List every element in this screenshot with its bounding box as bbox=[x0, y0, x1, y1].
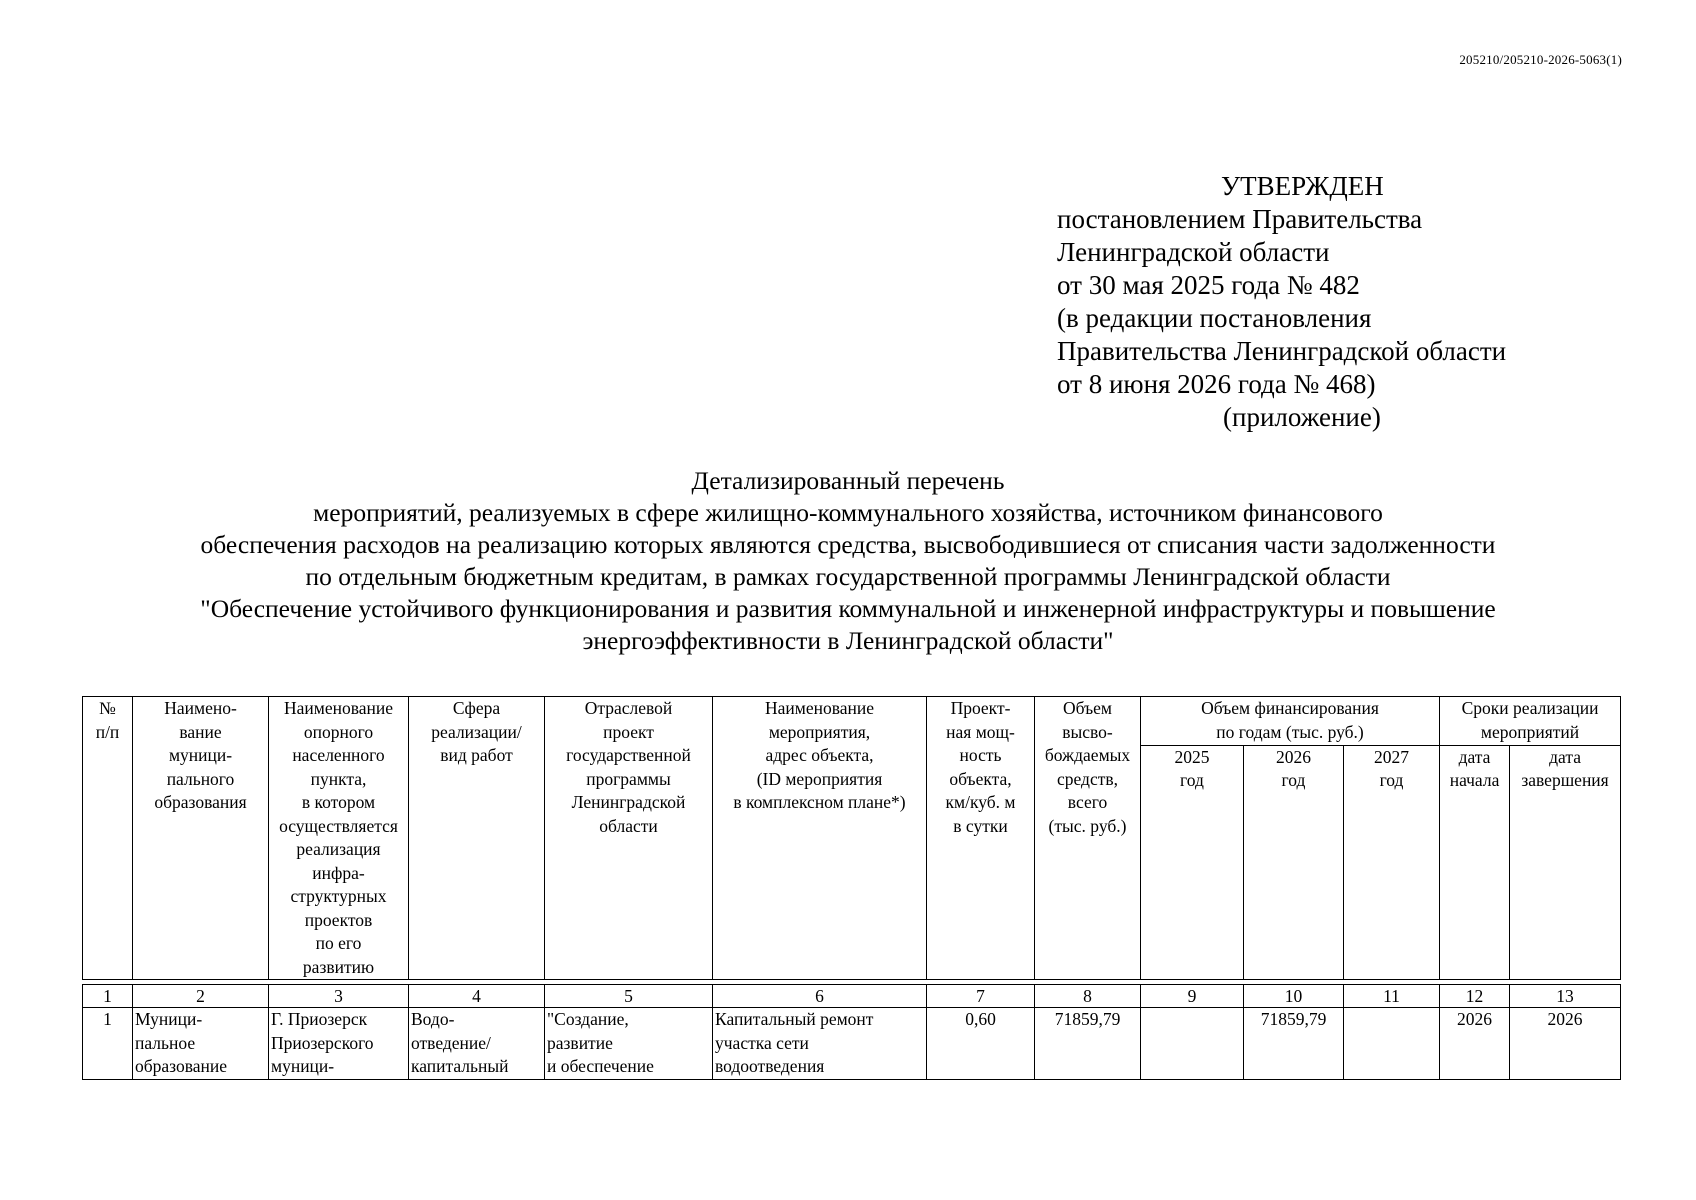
cell-end: 2026 bbox=[1510, 1008, 1621, 1080]
approval-line: Правительства Ленинградской области bbox=[1057, 336, 1507, 366]
cell-text-line: капитальный bbox=[411, 1056, 509, 1076]
cell-text-line: 2025 bbox=[1174, 746, 1210, 767]
header-terms-group bbox=[1440, 697, 1621, 746]
cell-text-line: год bbox=[1379, 770, 1404, 791]
header-event bbox=[713, 697, 927, 980]
approval-title: УТВЕРЖДЕН bbox=[1221, 171, 1384, 201]
cell-text-line: "Создание, bbox=[547, 1009, 629, 1029]
cell-volume: 71859,79 bbox=[1035, 1008, 1141, 1080]
column-number: 4 bbox=[409, 985, 545, 1008]
cell-text-line: населенного bbox=[292, 745, 385, 765]
cell-text-line: мероприятия, bbox=[768, 721, 871, 742]
cell-2026: 71859,79 bbox=[1244, 1008, 1344, 1080]
approval-line: от 30 мая 2025 года № 482 bbox=[1057, 270, 1360, 300]
cell-text-line: год bbox=[1180, 770, 1204, 791]
cell-text-line: в сутки bbox=[953, 815, 1008, 836]
cell-text-line: развитие bbox=[547, 1032, 613, 1053]
cell-text-line: программы bbox=[586, 768, 671, 789]
cell-text-line: государственной bbox=[566, 745, 691, 765]
column-number: 1 bbox=[83, 985, 133, 1008]
cell-text-line: области bbox=[599, 815, 658, 836]
cell-project bbox=[545, 1008, 713, 1080]
title-line: мероприятий, реализуемых в сфере жилищно-коммунального хозяйства, источником финансового bbox=[313, 498, 1383, 527]
header-sphere bbox=[409, 697, 545, 980]
cell-text-line: инфра- bbox=[312, 862, 365, 883]
header-municipality bbox=[133, 697, 269, 980]
column-number: 10 bbox=[1244, 985, 1344, 1008]
cell-text-line: 2027 bbox=[1374, 746, 1410, 767]
cell-text-line: Приозерского bbox=[271, 1032, 374, 1053]
document-number: 205210/205210-2026-5063(1) bbox=[1459, 52, 1622, 67]
measures-table bbox=[82, 696, 1621, 1080]
cell-text-line: водоотведения bbox=[715, 1056, 825, 1076]
column-number: 9 bbox=[1141, 985, 1244, 1008]
column-number: 2 bbox=[133, 985, 269, 1008]
cell-text-line: средств, bbox=[1056, 768, 1118, 789]
cell-text-line: опорного bbox=[303, 721, 374, 742]
column-number: 8 bbox=[1035, 985, 1141, 1008]
approval-stamp bbox=[1057, 170, 1506, 434]
cell-text-line: Наименование bbox=[764, 698, 875, 718]
cell-text-line: муници- bbox=[271, 1056, 335, 1076]
cell-text-line: Объем bbox=[1063, 698, 1112, 718]
approval-line: Ленинградской области bbox=[1057, 237, 1330, 267]
title-line: по отдельным бюджетным кредитам, в рамках государственной программы Ленинградской области bbox=[305, 562, 1391, 591]
cell-num: 1 bbox=[83, 1008, 133, 1080]
cell-text-line: (тыс. руб.) bbox=[1048, 815, 1127, 836]
cell-text-line: 2026 bbox=[1276, 746, 1311, 767]
table-row bbox=[83, 1008, 1621, 1080]
cell-text-line: Водо- bbox=[411, 1009, 455, 1029]
cell-text-line: (ID мероприятия bbox=[756, 768, 883, 789]
cell-municipality bbox=[133, 1008, 269, 1080]
cell-text-line: образования bbox=[154, 792, 247, 812]
cell-capacity: 0,60 bbox=[927, 1008, 1035, 1080]
cell-text-line: реализация bbox=[296, 839, 381, 859]
header-project bbox=[545, 697, 713, 980]
cell-text-line: Отраслевой bbox=[584, 698, 673, 718]
column-number: 12 bbox=[1440, 985, 1510, 1008]
cell-text-line: вид работ bbox=[440, 745, 513, 765]
cell-text-line: Г. Приозерск bbox=[271, 1009, 368, 1029]
header-year-2025 bbox=[1141, 745, 1244, 979]
approval-line: (в редакции постановления bbox=[1057, 303, 1372, 333]
cell-text-line: Наименование bbox=[283, 698, 394, 718]
header-capacity bbox=[927, 697, 1035, 980]
cell-text-line: Объем финансирования bbox=[1201, 698, 1379, 718]
cell-text-line: реализации/ bbox=[431, 721, 522, 742]
cell-text-line: Наимено- bbox=[164, 698, 237, 718]
cell-text-line: ная мощ- bbox=[946, 721, 1015, 742]
cell-text-line: в котором bbox=[301, 792, 376, 812]
cell-text-line: км/куб. м bbox=[945, 792, 1016, 812]
column-number: 6 bbox=[713, 985, 927, 1008]
cell-text-line: начала bbox=[1449, 770, 1500, 791]
cell-text-line: образование bbox=[135, 1056, 228, 1076]
cell-event bbox=[713, 1008, 927, 1080]
header-financing-group bbox=[1141, 697, 1440, 746]
header-year-2027 bbox=[1344, 745, 1440, 979]
cell-text-line: проектов bbox=[304, 909, 373, 930]
approval-line: постановлением Правительства bbox=[1057, 204, 1423, 234]
column-number: 13 bbox=[1510, 985, 1621, 1008]
cell-text-line: адрес объекта, bbox=[765, 745, 874, 765]
cell-text-line: отведение/ bbox=[411, 1032, 491, 1053]
cell-text-line: осуществляется bbox=[279, 815, 398, 836]
header-year-2026 bbox=[1244, 745, 1344, 979]
cell-text-line: структурных bbox=[290, 886, 387, 906]
cell-text-line: объекта, bbox=[949, 768, 1012, 789]
cell-text-line: по его bbox=[315, 933, 362, 953]
cell-text-line: дата bbox=[1458, 746, 1491, 767]
document-title bbox=[80, 465, 1616, 657]
header-end-date bbox=[1510, 745, 1621, 979]
cell-text-line: проект bbox=[603, 721, 654, 742]
cell-text-line: в комплексном плане*) bbox=[733, 792, 906, 812]
header-settlement bbox=[269, 697, 409, 980]
cell-text-line: пального bbox=[166, 768, 235, 789]
cell-text-line: вание bbox=[179, 721, 222, 742]
cell-settlement bbox=[269, 1008, 409, 1080]
cell-text-line: пункта, bbox=[310, 768, 367, 789]
cell-sphere bbox=[409, 1008, 545, 1080]
cell-text-line: Проект- bbox=[950, 698, 1011, 718]
cell-text-line: Капитальный ремонт bbox=[715, 1009, 874, 1029]
cell-text-line: Муници- bbox=[135, 1009, 203, 1029]
title-line: Детализированный перечень bbox=[691, 466, 1005, 495]
column-number: 11 bbox=[1344, 985, 1440, 1008]
column-number-row bbox=[83, 985, 1621, 1008]
header-start-date bbox=[1440, 745, 1510, 979]
cell-2027 bbox=[1344, 1008, 1440, 1080]
approval-line: от 8 июня 2026 года № 468) bbox=[1057, 369, 1376, 399]
cell-text-line: развитию bbox=[302, 956, 375, 977]
title-line: обеспечения расходов на реализацию которых являются средства, высвободившиеся от списания части задолженности bbox=[200, 530, 1496, 559]
title-line: энергоэффективности в Ленинградской области" bbox=[582, 626, 1114, 655]
cell-text-line: по годам (тыс. руб.) bbox=[1216, 721, 1364, 742]
header-volume bbox=[1035, 697, 1141, 980]
cell-text-line: и обеспечение bbox=[547, 1056, 654, 1076]
cell-text-line: бождаемых bbox=[1044, 745, 1131, 765]
cell-text-line: ность bbox=[959, 745, 1002, 765]
title-line: "Обеспечение устойчивого функционирования и развития коммунальной и инженерной инфраструктуры и повышение bbox=[200, 594, 1496, 623]
cell-2025 bbox=[1141, 1008, 1244, 1080]
approval-appendix: (приложение) bbox=[1223, 402, 1381, 432]
cell-text-line: год bbox=[1281, 770, 1306, 791]
cell-text-line: завершения bbox=[1521, 770, 1609, 791]
column-number: 7 bbox=[927, 985, 1035, 1008]
cell-start: 2026 bbox=[1440, 1008, 1510, 1080]
cell-text-line: Ленинградской bbox=[571, 792, 686, 812]
cell-text-line: муници- bbox=[168, 745, 233, 765]
cell-text-line: пальное bbox=[135, 1032, 196, 1053]
cell-text-line: мероприятий bbox=[1480, 721, 1580, 742]
header-num bbox=[83, 697, 133, 980]
cell-text-line: дата bbox=[1549, 746, 1581, 767]
cell-text-line: Сфера bbox=[452, 698, 501, 718]
cell-text-line: всего bbox=[1067, 792, 1108, 812]
column-number: 5 bbox=[545, 985, 713, 1008]
cell-text-line: Сроки реализации bbox=[1461, 698, 1599, 718]
cell-text-line: № bbox=[99, 698, 116, 718]
column-number: 3 bbox=[269, 985, 409, 1008]
cell-text-line: участка сети bbox=[715, 1032, 809, 1053]
cell-text-line: п/п bbox=[95, 721, 120, 742]
cell-text-line: высво- bbox=[1062, 721, 1113, 742]
